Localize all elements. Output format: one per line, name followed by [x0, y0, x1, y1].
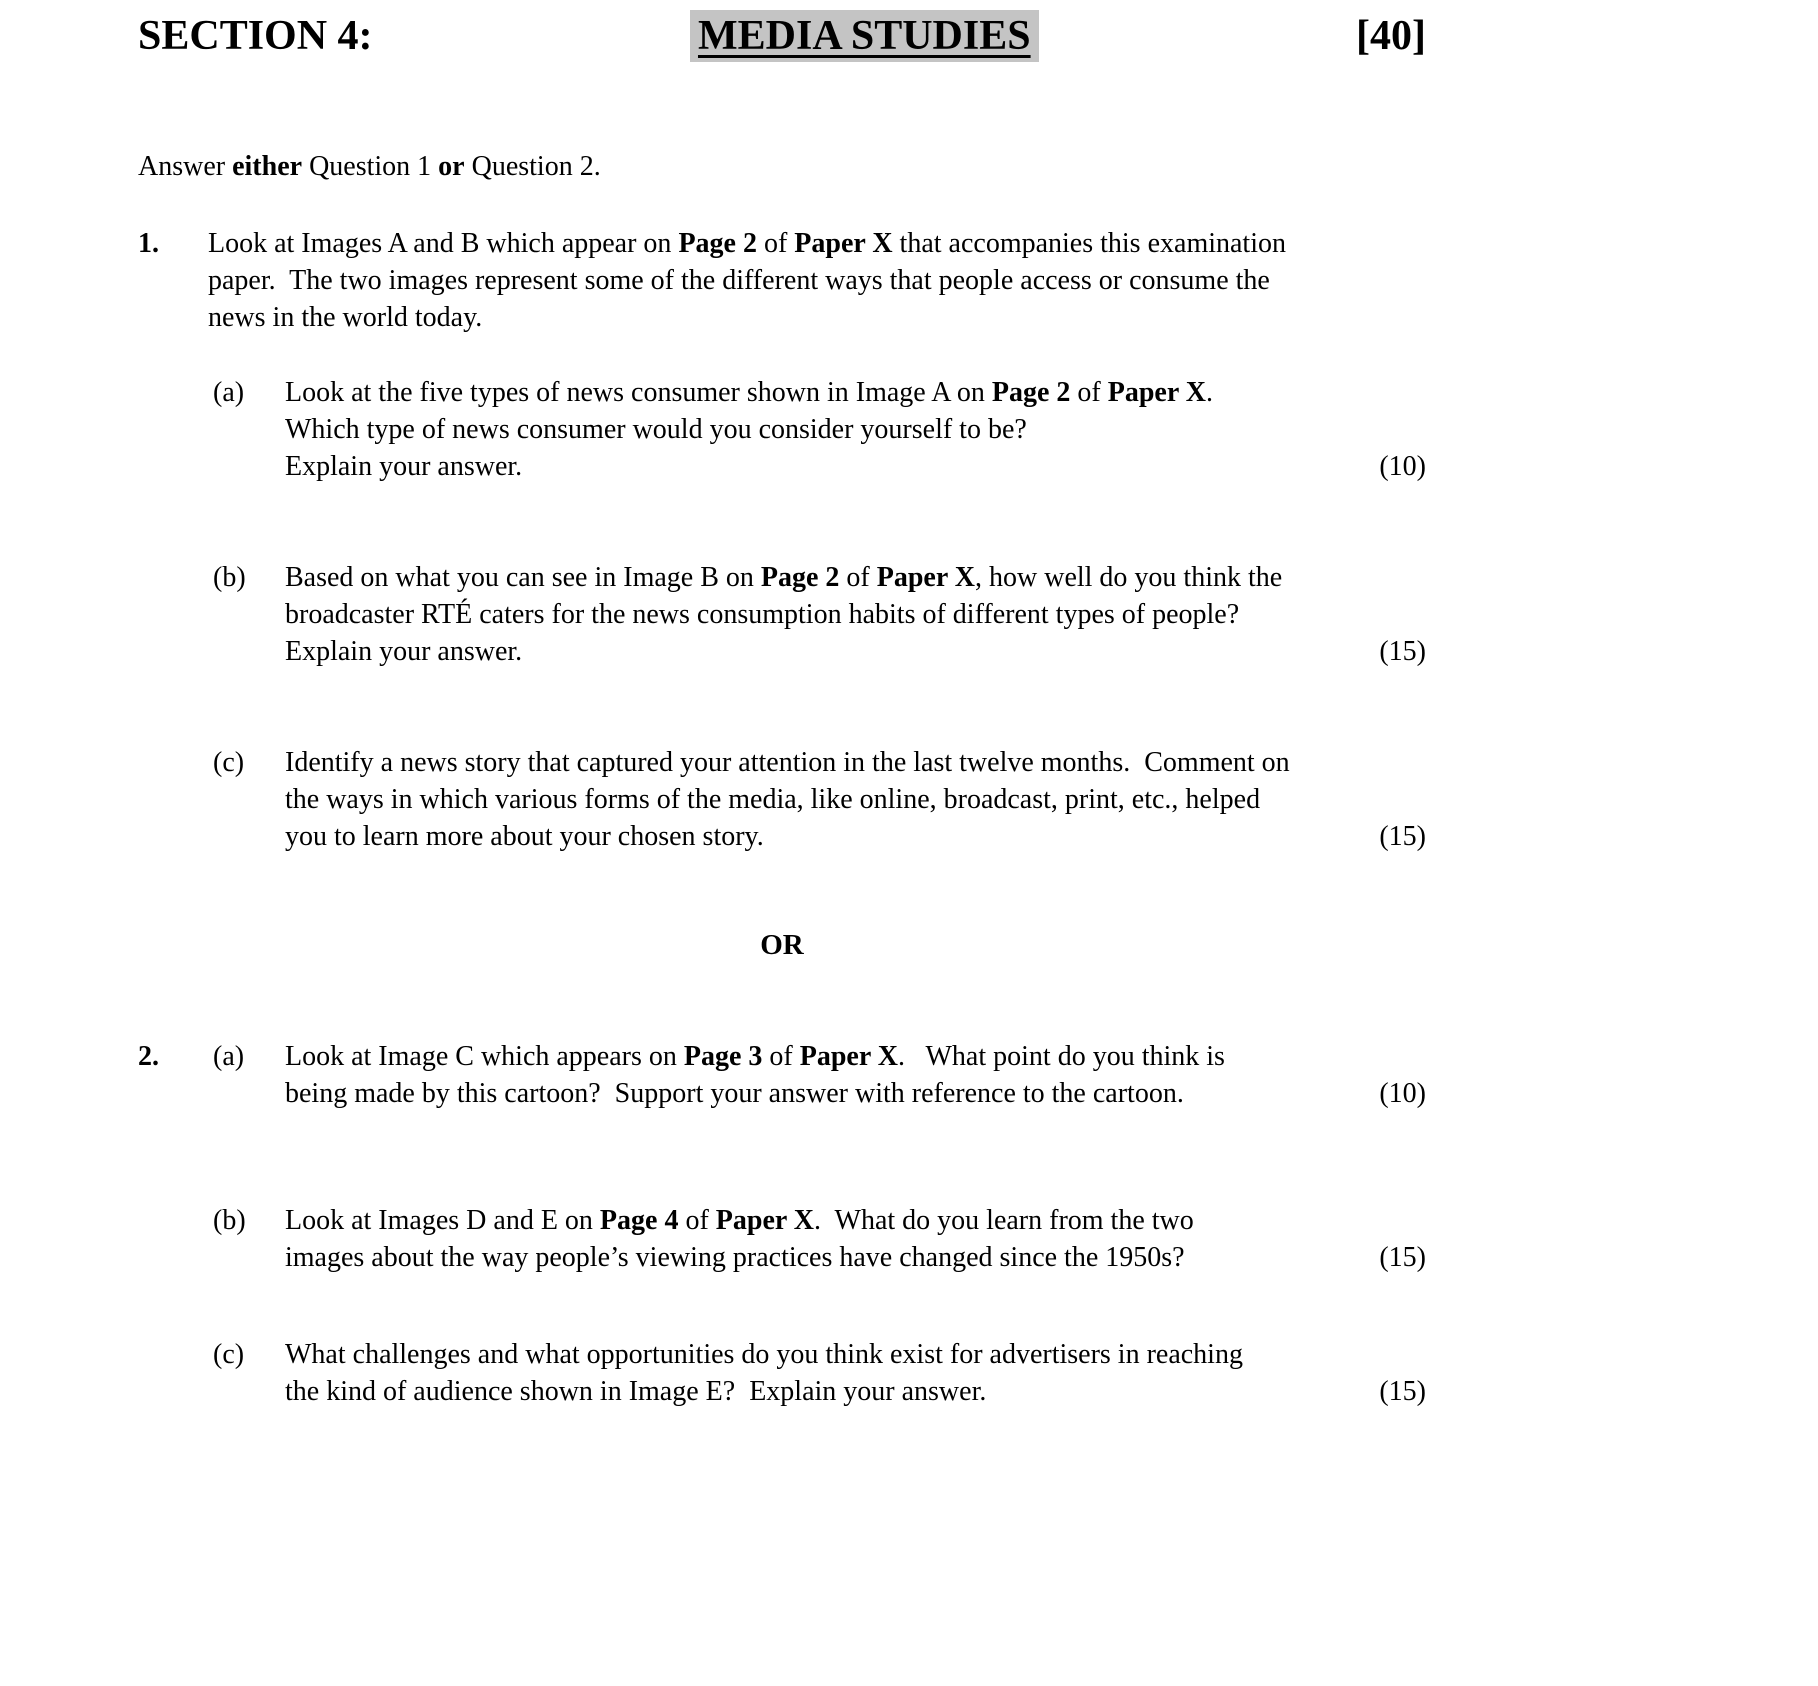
- or-divider: OR: [760, 929, 804, 961]
- part-marks: (15): [1379, 821, 1426, 852]
- section-title: MEDIA STUDIES: [690, 10, 1039, 62]
- part-body: Identify a news story that captured your attention in the last twelve months. Comment on the ways in which various forms of the media, like online, broadcast, print, etc., helped you to learn more about your chosen story.: [285, 747, 1290, 852]
- part-body: Based on what you can see in Image B on Page 2 of Paper X, how well do you think the broadcaster RTÉ caters for the news consumption habits of different types of people? Explain your answer.: [285, 562, 1283, 667]
- part-text: [285, 559, 1426, 670]
- question-1-part-c: [213, 744, 1426, 855]
- question-1: [138, 225, 1426, 855]
- part-body: Look at Images D and E on Page 4 of Paper X. What do you learn from the two images about the way people’s viewing practices have changed since the 1950s?: [285, 1205, 1194, 1273]
- part-label: (c): [213, 1339, 245, 1370]
- question-2-part-b: [213, 1202, 1426, 1276]
- section-total-marks: [40]: [1356, 13, 1426, 59]
- part-marks: (10): [1379, 1078, 1426, 1109]
- section-label: SECTION 4:: [138, 13, 373, 59]
- part-text: [285, 374, 1426, 485]
- part-label: (c): [213, 747, 245, 778]
- section-header: [138, 10, 1426, 62]
- question-1-intro-row: [138, 225, 1426, 336]
- part-marks: (15): [1379, 1242, 1426, 1273]
- question-2: [138, 1038, 1426, 1410]
- question-2-number: 2.: [138, 1041, 159, 1072]
- part-text: [285, 1202, 1426, 1276]
- question-1-parts: [213, 374, 1426, 855]
- part-text: [285, 1336, 1426, 1410]
- question-2-row: [138, 1038, 1426, 1410]
- question-1-part-b: [213, 559, 1426, 670]
- part-text: [285, 744, 1426, 855]
- question-1-intro: Look at Images A and B which appear on Page 2 of Paper X that accompanies this examination paper. The two images represent some of the different ways that people access or consume the news in the world today.: [208, 228, 1286, 333]
- part-label: (a): [213, 1041, 245, 1072]
- question-2-part-c: [213, 1336, 1426, 1410]
- part-label: (a): [213, 377, 245, 408]
- part-label: (b): [213, 562, 246, 593]
- part-body: What challenges and what opportunities do you think exist for advertisers in reaching the kind of audience shown in Image E? Explain your answer.: [285, 1339, 1243, 1407]
- question-1-part-a: [213, 374, 1426, 485]
- answer-instruction: Answer either Question 1 or Question 2.: [138, 151, 601, 182]
- part-marks: (15): [1379, 1376, 1426, 1407]
- part-text: [285, 1038, 1426, 1112]
- question-1-number: 1.: [138, 228, 159, 259]
- question-2-parts: [213, 1038, 1426, 1410]
- part-body: Look at Image C which appears on Page 3 of Paper X. What point do you think is being made by this cartoon? Support your answer with reference to the cartoon.: [285, 1041, 1225, 1109]
- part-marks: (15): [1379, 636, 1426, 667]
- question-2-part-a: [213, 1038, 1426, 1112]
- part-body: Look at the five types of news consumer shown in Image A on Page 2 of Paper X. Which type of news consumer would you consider yourself to be? Explain your answer.: [285, 377, 1213, 482]
- part-label: (b): [213, 1205, 246, 1236]
- part-marks: (10): [1379, 451, 1426, 482]
